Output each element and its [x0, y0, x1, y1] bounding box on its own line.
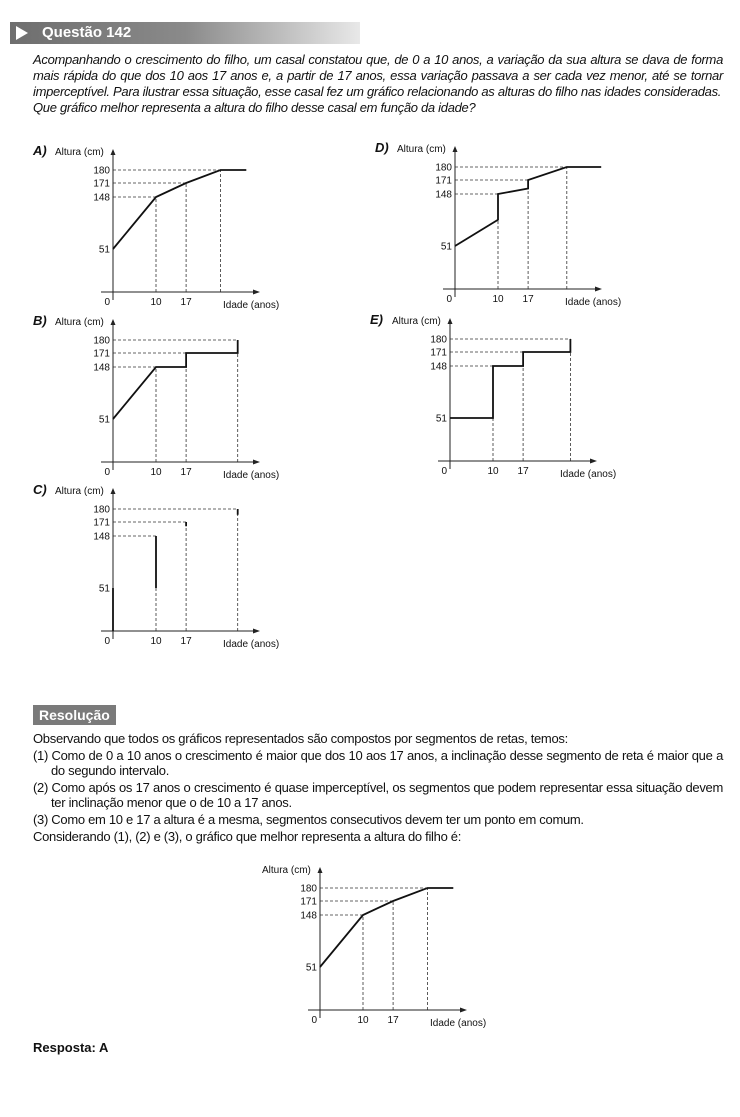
origin-label: 0 [104, 636, 110, 647]
y-tick-label: 51 [98, 414, 110, 426]
resolution-title: Resolução [33, 705, 116, 725]
graph-option-a [33, 143, 333, 322]
y-tick-label: 180 [93, 165, 110, 177]
y-axis-arrow-icon [111, 319, 116, 325]
origin-label: 0 [104, 297, 110, 308]
x-axis-arrow-icon [253, 460, 260, 465]
x-axis-arrow-icon [253, 629, 260, 634]
y-axis-label: Altura (cm) [262, 865, 311, 876]
x-tick-label: 17 [522, 294, 534, 305]
y-tick-label: 180 [435, 162, 452, 174]
question-title: Questão 142 [42, 24, 132, 41]
y-tick-label: 180 [430, 334, 447, 346]
resolution-text [33, 731, 723, 846]
y-axis-label: Altura (cm) [55, 147, 104, 158]
x-tick-label: 10 [492, 294, 504, 305]
x-axis-label: Idade (anos) [223, 300, 280, 311]
x-tick-label: 17 [517, 466, 529, 477]
y-axis-arrow-icon [111, 149, 116, 155]
x-tick-label: 10 [150, 636, 162, 647]
origin-label: 0 [311, 1015, 317, 1026]
question-paragraph: Acompanhando o crescimento do filho, um casal constatou que, de 0 a 10 anos, a variação da sua altura se dava de forma mais rápida do que dos 10 aos 17 anos e, a partir de 17 anos, essa variação passava a ser cada vez menor, até se tornar imperceptível. Para ilustrar essa situação, esse casal fez um gráfico relacionando as alturas do filho nas idades consideradas. [33, 52, 723, 99]
y-tick-label: 171 [435, 175, 452, 187]
y-tick-label: 148 [93, 531, 110, 543]
question-prompt: Que gráfico melhor representa a altura do filho desse casal em função da idade? [33, 100, 476, 115]
y-axis-arrow-icon [318, 867, 323, 873]
x-axis-label: Idade (anos) [223, 470, 280, 481]
answer-text: Resposta: A [33, 1040, 109, 1055]
origin-label: 0 [441, 466, 447, 477]
question-text [33, 52, 723, 116]
resolution-item: (1) Como de 0 a 10 anos o crescimento é maior que dos 10 aos 17 anos, a inclinação desse segmento de reta é maior que a do segundo intervalo. [33, 748, 723, 778]
y-axis-label: Altura (cm) [55, 317, 104, 328]
origin-label: 0 [104, 467, 110, 478]
y-tick-label: 180 [93, 504, 110, 516]
y-tick-label: 148 [435, 189, 452, 201]
graph-curve [320, 888, 453, 967]
origin-label: 0 [446, 294, 452, 305]
y-tick-label: 51 [440, 241, 452, 253]
graph-option-e [370, 312, 670, 491]
y-tick-label: 180 [300, 883, 317, 895]
y-tick-label: 171 [430, 347, 447, 359]
y-tick-label: 148 [93, 192, 110, 204]
y-axis-label: Altura (cm) [55, 486, 104, 497]
option-letter: B) [33, 313, 47, 328]
y-tick-label: 171 [300, 896, 317, 908]
x-axis-arrow-icon [253, 290, 260, 295]
graph-option-c [33, 482, 333, 661]
y-tick-label: 51 [305, 962, 317, 974]
x-tick-label: 10 [357, 1015, 369, 1026]
y-tick-label: 171 [93, 178, 110, 190]
resolution-item: (3) Como em 10 e 17 a altura é a mesma, segmentos consecutivos devem ter um ponto em comum. [33, 812, 584, 827]
y-tick-label: 148 [430, 361, 447, 373]
question-header [10, 22, 360, 44]
option-letter: C) [33, 482, 47, 497]
y-tick-label: 148 [93, 362, 110, 374]
y-tick-label: 148 [300, 910, 317, 922]
option-letter: E) [370, 312, 383, 327]
y-tick-label: 171 [93, 517, 110, 529]
y-axis-label: Altura (cm) [392, 316, 441, 327]
graph-curve [450, 339, 570, 418]
x-tick-label: 10 [487, 466, 499, 477]
x-axis-arrow-icon [460, 1008, 467, 1013]
resolution-intro: Observando que todos os gráficos representados são compostos por segmentos de retas, temos: [33, 731, 568, 746]
graph-curve [113, 170, 246, 249]
x-axis-label: Idade (anos) [223, 639, 280, 650]
x-tick-label: 17 [180, 297, 192, 308]
y-tick-label: 180 [93, 335, 110, 347]
x-tick-label: 10 [150, 467, 162, 478]
y-axis-arrow-icon [111, 488, 116, 494]
x-axis-label: Idade (anos) [560, 469, 617, 480]
y-tick-label: 51 [435, 413, 447, 425]
option-letter: D) [375, 140, 389, 155]
y-tick-label: 51 [98, 244, 110, 256]
graph-option-d [375, 140, 675, 319]
y-tick-label: 171 [93, 348, 110, 360]
resolution-item: (2) Como após os 17 anos o crescimento é quase imperceptível, os segmentos que podem representar essa situação devem ter inclinação menor que o de 10 a 17 anos. [33, 780, 723, 810]
graph-option-b [33, 313, 333, 492]
x-tick-label: 17 [180, 467, 192, 478]
x-axis-label: Idade (anos) [565, 297, 622, 308]
y-axis-arrow-icon [448, 318, 453, 324]
x-tick-label: 17 [180, 636, 192, 647]
y-axis-label: Altura (cm) [397, 144, 446, 155]
x-tick-label: 17 [387, 1015, 399, 1026]
play-triangle-icon [16, 26, 28, 40]
option-letter: A) [33, 143, 47, 158]
x-axis-label: Idade (anos) [430, 1018, 487, 1029]
graph-curve [113, 340, 238, 419]
resolution-conclusion: Considerando (1), (2) e (3), o gráfico que melhor representa a altura do filho é: [33, 829, 462, 844]
x-axis-arrow-icon [590, 459, 597, 464]
x-tick-label: 10 [150, 297, 162, 308]
graph-answer [240, 865, 540, 1040]
y-tick-label: 51 [98, 583, 110, 595]
x-axis-arrow-icon [595, 287, 602, 292]
y-axis-arrow-icon [453, 146, 458, 152]
